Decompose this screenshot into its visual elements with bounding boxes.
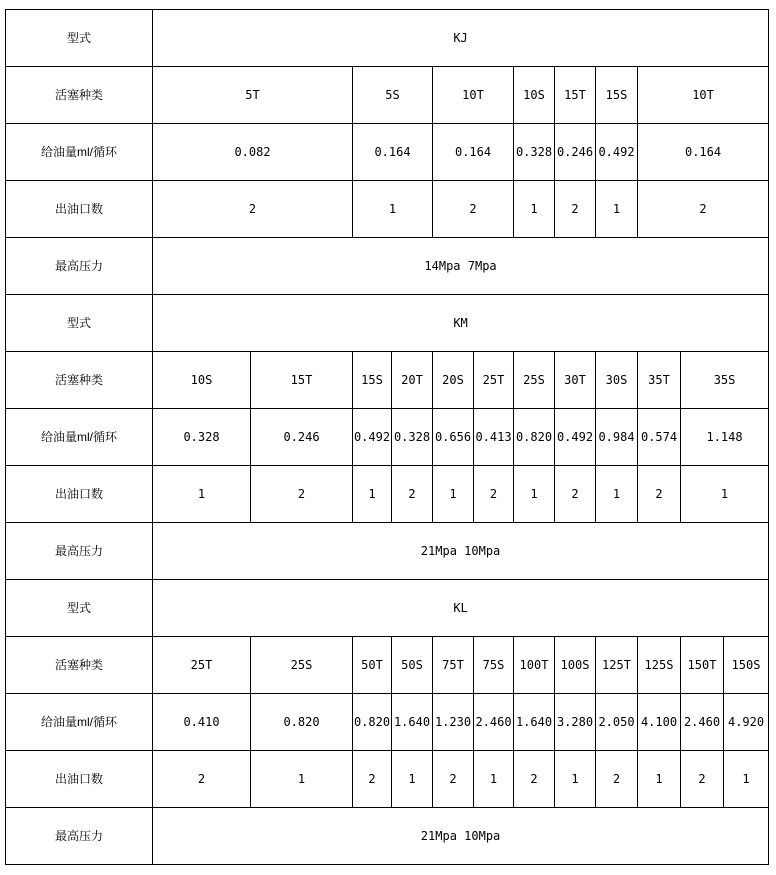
piston-cell: 75T bbox=[433, 637, 474, 694]
row-label-piston-type: 活塞种类 bbox=[6, 637, 153, 694]
outlet-cell: 1 bbox=[514, 181, 555, 238]
pressure-value: 21Mpa 10Mpa bbox=[153, 523, 769, 580]
oil-cell: 2.460 bbox=[681, 694, 724, 751]
table-row bbox=[6, 637, 769, 694]
piston-cell: 10T bbox=[638, 67, 769, 124]
piston-cell: 15S bbox=[353, 352, 392, 409]
piston-cell: 50T bbox=[353, 637, 392, 694]
row-label-outlet-count: 出油口数 bbox=[6, 466, 153, 523]
outlet-cell: 2 bbox=[251, 466, 353, 523]
outlet-cell: 1 bbox=[681, 466, 769, 523]
oil-cell: 0.246 bbox=[555, 124, 596, 181]
table-row bbox=[6, 694, 769, 751]
oil-cell: 1.640 bbox=[514, 694, 555, 751]
piston-cell: 150T bbox=[681, 637, 724, 694]
oil-cell: 0.820 bbox=[251, 694, 353, 751]
table-row bbox=[6, 67, 769, 124]
outlet-cell: 2 bbox=[638, 466, 681, 523]
piston-cell: 20T bbox=[392, 352, 433, 409]
row-label-piston-type: 活塞种类 bbox=[6, 67, 153, 124]
oil-cell: 1.148 bbox=[681, 409, 769, 466]
table-row bbox=[6, 808, 769, 865]
oil-cell: 0.164 bbox=[433, 124, 514, 181]
table-row bbox=[6, 466, 769, 523]
piston-cell: 10T bbox=[433, 67, 514, 124]
oil-cell: 4.100 bbox=[638, 694, 681, 751]
oil-cell: 2.460 bbox=[474, 694, 514, 751]
piston-cell: 100S bbox=[555, 637, 596, 694]
outlet-cell: 2 bbox=[638, 181, 769, 238]
oil-cell: 3.280 bbox=[555, 694, 596, 751]
outlet-cell: 2 bbox=[596, 751, 638, 808]
row-label-oil-per-cycle: 给油量ml/循环 bbox=[6, 694, 153, 751]
oil-cell: 0.820 bbox=[514, 409, 555, 466]
oil-cell: 0.413 bbox=[474, 409, 514, 466]
outlet-cell: 2 bbox=[681, 751, 724, 808]
outlet-cell: 2 bbox=[514, 751, 555, 808]
outlet-cell: 2 bbox=[433, 751, 474, 808]
table-row bbox=[6, 10, 769, 67]
outlet-cell: 2 bbox=[392, 466, 433, 523]
table-row bbox=[6, 295, 769, 352]
table-row bbox=[6, 181, 769, 238]
piston-cell: 15S bbox=[596, 67, 638, 124]
outlet-cell: 2 bbox=[153, 751, 251, 808]
table-row bbox=[6, 238, 769, 295]
oil-cell: 0.492 bbox=[555, 409, 596, 466]
row-label-model: 型式 bbox=[6, 580, 153, 637]
outlet-cell: 1 bbox=[596, 466, 638, 523]
model-value: KM bbox=[153, 295, 769, 352]
table-row bbox=[6, 409, 769, 466]
outlet-cell: 1 bbox=[392, 751, 433, 808]
piston-cell: 15T bbox=[251, 352, 353, 409]
piston-cell: 75S bbox=[474, 637, 514, 694]
outlet-cell: 2 bbox=[153, 181, 353, 238]
outlet-cell: 1 bbox=[474, 751, 514, 808]
piston-cell: 10S bbox=[514, 67, 555, 124]
row-label-model: 型式 bbox=[6, 295, 153, 352]
oil-cell: 0.328 bbox=[514, 124, 555, 181]
outlet-cell: 1 bbox=[433, 466, 474, 523]
oil-cell: 1.230 bbox=[433, 694, 474, 751]
outlet-cell: 1 bbox=[251, 751, 353, 808]
piston-cell: 10S bbox=[153, 352, 251, 409]
piston-cell: 35T bbox=[638, 352, 681, 409]
piston-cell: 125T bbox=[596, 637, 638, 694]
oil-cell: 0.082 bbox=[153, 124, 353, 181]
outlet-cell: 2 bbox=[474, 466, 514, 523]
spec-table bbox=[5, 9, 769, 865]
piston-cell: 30T bbox=[555, 352, 596, 409]
outlet-cell: 1 bbox=[514, 466, 555, 523]
table-row bbox=[6, 352, 769, 409]
oil-cell: 0.328 bbox=[392, 409, 433, 466]
piston-cell: 150S bbox=[724, 637, 769, 694]
outlet-cell: 1 bbox=[638, 751, 681, 808]
outlet-cell: 1 bbox=[596, 181, 638, 238]
outlet-cell: 2 bbox=[555, 466, 596, 523]
piston-cell: 5T bbox=[153, 67, 353, 124]
outlet-cell: 2 bbox=[433, 181, 514, 238]
table-row bbox=[6, 580, 769, 637]
pressure-value: 14Mpa 7Mpa bbox=[153, 238, 769, 295]
model-value: KL bbox=[153, 580, 769, 637]
outlet-cell: 2 bbox=[353, 751, 392, 808]
oil-cell: 0.246 bbox=[251, 409, 353, 466]
outlet-cell: 1 bbox=[555, 751, 596, 808]
piston-cell: 25T bbox=[474, 352, 514, 409]
row-label-outlet-count: 出油口数 bbox=[6, 181, 153, 238]
table-row bbox=[6, 124, 769, 181]
piston-cell: 5S bbox=[353, 67, 433, 124]
piston-cell: 35S bbox=[681, 352, 769, 409]
outlet-cell: 2 bbox=[555, 181, 596, 238]
oil-cell: 0.328 bbox=[153, 409, 251, 466]
piston-cell: 125S bbox=[638, 637, 681, 694]
oil-cell: 0.164 bbox=[638, 124, 769, 181]
piston-cell: 30S bbox=[596, 352, 638, 409]
oil-cell: 0.410 bbox=[153, 694, 251, 751]
piston-cell: 20S bbox=[433, 352, 474, 409]
piston-cell: 100T bbox=[514, 637, 555, 694]
piston-cell: 25S bbox=[251, 637, 353, 694]
piston-cell: 25S bbox=[514, 352, 555, 409]
outlet-cell: 1 bbox=[153, 466, 251, 523]
piston-cell: 15T bbox=[555, 67, 596, 124]
oil-cell: 0.656 bbox=[433, 409, 474, 466]
oil-cell: 0.492 bbox=[596, 124, 638, 181]
oil-cell: 0.984 bbox=[596, 409, 638, 466]
row-label-model: 型式 bbox=[6, 10, 153, 67]
model-value: KJ bbox=[153, 10, 769, 67]
piston-cell: 25T bbox=[153, 637, 251, 694]
oil-cell: 0.574 bbox=[638, 409, 681, 466]
oil-cell: 4.920 bbox=[724, 694, 769, 751]
row-label-piston-type: 活塞种类 bbox=[6, 352, 153, 409]
table-row bbox=[6, 523, 769, 580]
oil-cell: 2.050 bbox=[596, 694, 638, 751]
row-label-max-pressure: 最高压力 bbox=[6, 238, 153, 295]
row-label-oil-per-cycle: 给油量ml/循环 bbox=[6, 124, 153, 181]
oil-cell: 0.820 bbox=[353, 694, 392, 751]
oil-cell: 0.492 bbox=[353, 409, 392, 466]
oil-cell: 0.164 bbox=[353, 124, 433, 181]
oil-cell: 1.640 bbox=[392, 694, 433, 751]
row-label-max-pressure: 最高压力 bbox=[6, 523, 153, 580]
outlet-cell: 1 bbox=[353, 181, 433, 238]
row-label-max-pressure: 最高压力 bbox=[6, 808, 153, 865]
row-label-oil-per-cycle: 给油量ml/循环 bbox=[6, 409, 153, 466]
outlet-cell: 1 bbox=[724, 751, 769, 808]
piston-cell: 50S bbox=[392, 637, 433, 694]
outlet-cell: 1 bbox=[353, 466, 392, 523]
row-label-outlet-count: 出油口数 bbox=[6, 751, 153, 808]
table-row bbox=[6, 751, 769, 808]
pressure-value: 21Mpa 10Mpa bbox=[153, 808, 769, 865]
